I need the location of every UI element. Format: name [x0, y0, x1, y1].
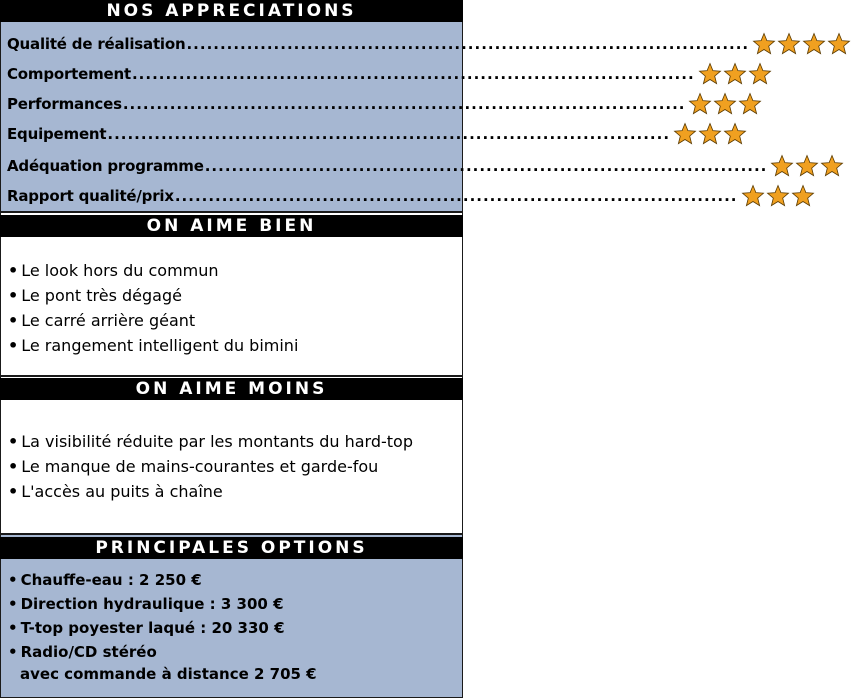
- star-icon: [791, 184, 815, 208]
- aime-moins-header: ON AIME MOINS: [0, 378, 463, 400]
- list-item: • T-top poyester laqué : 20 330 €: [8, 619, 285, 637]
- star-icon: [688, 92, 712, 116]
- list-item: • Direction hydraulique : 3 300 €: [8, 595, 284, 613]
- rating-row: [7, 153, 768, 179]
- star-icon: [752, 32, 776, 56]
- star-rating: [741, 184, 815, 208]
- rating-row: [7, 183, 738, 209]
- rating-label: Performances: [7, 95, 122, 113]
- rating-label: Adéquation programme: [7, 157, 204, 175]
- star-icon: [748, 62, 772, 86]
- list-item: • Le look hors du commun: [8, 258, 298, 283]
- option-text: Direction hydraulique : 3 300 €: [20, 595, 284, 613]
- star-icon: [802, 32, 826, 56]
- star-icon: [766, 184, 790, 208]
- option-text: Radio/CD stéréo: [20, 643, 157, 661]
- star-icon: [723, 62, 747, 86]
- rating-row: [7, 31, 750, 57]
- aime-moins-list: [8, 429, 413, 504]
- list-item: • Le manque de mains-courantes et garde-fou: [8, 454, 413, 479]
- star-icon: [723, 122, 747, 146]
- dot-leader: ....................................................................................: [186, 35, 750, 53]
- dot-leader: ....................................................................................: [122, 95, 686, 113]
- dot-leader: ....................................................................................: [174, 187, 738, 205]
- option-text: T-top poyester laqué : 20 330 €: [20, 619, 285, 637]
- star-icon: [698, 122, 722, 146]
- star-icon: [673, 122, 697, 146]
- star-icon: [820, 154, 844, 178]
- star-icon: [770, 154, 794, 178]
- star-icon: [713, 92, 737, 116]
- dot-leader: ....................................................................................: [107, 125, 671, 143]
- options-list: [8, 568, 317, 684]
- rating-label: Rapport qualité/prix: [7, 187, 174, 205]
- rating-row: [7, 61, 695, 87]
- star-rating: [698, 62, 772, 86]
- aime-bien-header: ON AIME BIEN: [0, 215, 463, 237]
- list-item: • L'accès au puits à chaîne: [8, 479, 413, 504]
- list-item: • Chauffe-eau : 2 250 €: [8, 571, 202, 589]
- star-rating: [688, 92, 762, 116]
- dot-leader: ....................................................................................: [131, 65, 695, 83]
- rating-label: Equipement: [7, 125, 107, 143]
- star-rating: [673, 122, 747, 146]
- star-rating: [770, 154, 844, 178]
- star-icon: [795, 154, 819, 178]
- star-rating: [752, 32, 851, 56]
- star-icon: [827, 32, 851, 56]
- list-item: • Radio/CD stéréo avec commande à distance 2 705 €: [8, 643, 317, 683]
- rating-label: Comportement: [7, 65, 131, 83]
- option-text-continuation: avec commande à distance 2 705 €: [20, 665, 317, 683]
- rating-row: [7, 121, 671, 147]
- list-item: • Le carré arrière géant: [8, 308, 298, 333]
- dot-leader: ....................................................................................: [204, 157, 768, 175]
- star-icon: [698, 62, 722, 86]
- list-item: • Le rangement intelligent du bimini: [8, 333, 298, 358]
- star-icon: [741, 184, 765, 208]
- star-icon: [777, 32, 801, 56]
- list-item: • La visibilité réduite par les montants du hard-top: [8, 429, 413, 454]
- rating-row: [7, 91, 686, 117]
- option-text: Chauffe-eau : 2 250 €: [20, 571, 202, 589]
- ratings-header: NOS APPRECIATIONS: [0, 0, 463, 22]
- list-item: • Le pont très dégagé: [8, 283, 298, 308]
- rating-label: Qualité de réalisation: [7, 35, 186, 53]
- star-icon: [738, 92, 762, 116]
- aime-bien-list: [8, 258, 298, 358]
- options-header: PRINCIPALES OPTIONS: [0, 537, 463, 559]
